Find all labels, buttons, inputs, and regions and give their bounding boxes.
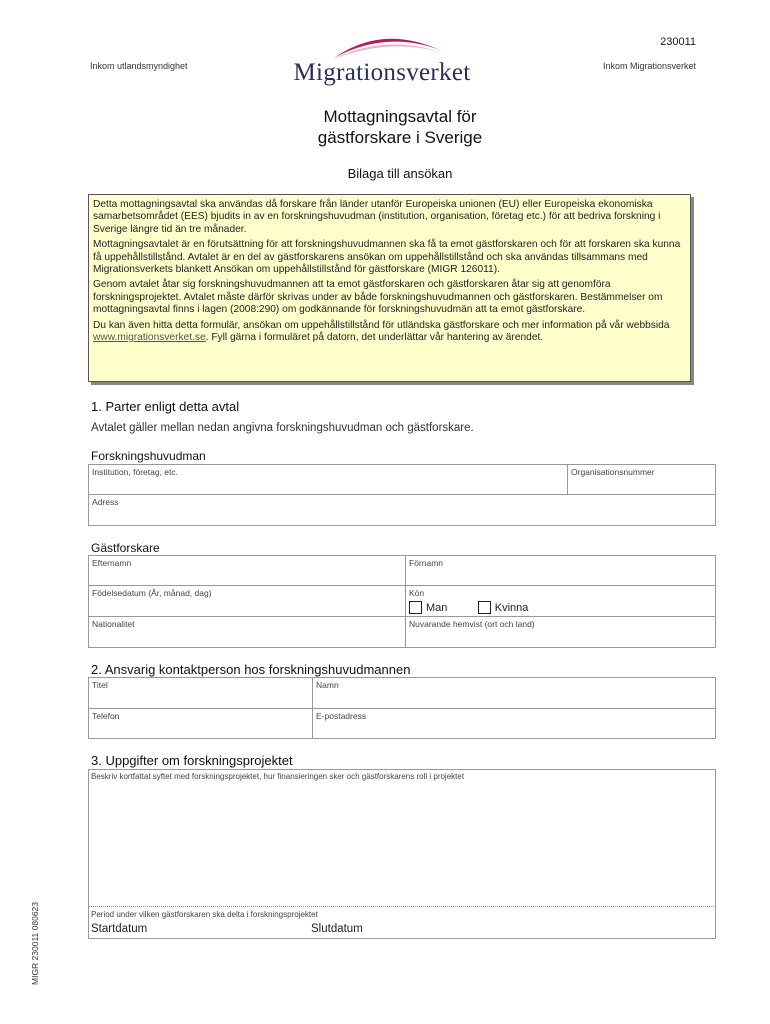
section-2-heading: 2. Ansvarig kontaktperson hos forskningshuvudmannen [91, 662, 411, 677]
namn-label: Namn [316, 680, 339, 690]
title-line-2: gästforskare i Sverige [317, 128, 483, 147]
beskriv-label: Beskriv kortfattat syftet med forskningsprojektet, hur finansieringen sker och gästforskarens roll i projektet [91, 772, 465, 781]
nationalitet-field[interactable] [89, 617, 406, 648]
man-checkbox[interactable] [409, 601, 422, 614]
institution-label: Institution, företag, etc. [92, 467, 178, 477]
info-p4-after: . Fyll gärna i formuläret på datorn, det underlättar vår hantering av ärendet. [205, 332, 544, 344]
projekt-divider [88, 906, 716, 907]
section-1-heading: 1. Parter enligt detta avtal [91, 399, 240, 414]
info-paragraph-2: Mottagningsavtalet är en förutsättning för att forskningshuvudmannen ska få ta emot gästforskaren och för att forskaren ska kunna få uppehållstillstånd. Avtalet är en del av gästforskarens ansökan om uppehållstillstånd och ska användas tillsammans med Migrationsverkets blankett Ansökan om uppehållstillstånd för gästforskare (MIGR 126011). [93, 239, 681, 276]
info-paragraph-3: Genom avtalet åtar sig forskningshuvudmannen att ta emot gästforskaren och gästforskaren åtar sig att genomföra forskningsprojektet. Avtalet måste därför skrivas under av både forskningshuvudmannen och gästforskaren. Bestämmelser om mottagningsavtal finns i lagen (2008:290) om godkännande för forskningshuvudmän att ta emot gästforskare. [93, 279, 663, 316]
period-label: Period under vilken gästforskaren ska delta i forskningsprojektet [91, 910, 318, 919]
startdatum-field[interactable]: Startdatum [91, 923, 148, 935]
titel-field[interactable] [89, 678, 313, 709]
hemvist-field[interactable] [406, 617, 716, 648]
logo-text: Migrationsverket [293, 59, 471, 86]
institution-field[interactable] [89, 465, 568, 495]
kvinna-checkbox[interactable] [478, 601, 491, 614]
orgnr-field[interactable] [568, 465, 716, 495]
fornamn-label: Förnamn [409, 558, 444, 568]
namn-field[interactable] [313, 678, 716, 709]
epost-field[interactable] [313, 709, 716, 739]
efternamn-label: Efternamn [92, 558, 132, 568]
titel-label: Titel [92, 680, 108, 690]
telefon-label: Telefon [92, 711, 120, 721]
kvinna-label: Kvinna [494, 601, 529, 614]
website-link[interactable]: www.migrationsverket.se [93, 332, 206, 344]
info-p4-before: Du kan även hitta detta formulär, ansökan om uppehållstillstånd för utländska gästforskare och mer information på vår webbsida [93, 319, 670, 331]
section-1-text: Avtalet gäller mellan nedan angivna forskningshuvudman och gästforskare. [91, 422, 474, 434]
slutdatum-field[interactable]: Slutdatum [311, 923, 363, 935]
form-number: 230011 [660, 36, 696, 48]
inkom-utlandsmyndighet-label: Inkom utlandsmyndighet [90, 61, 188, 71]
info-box [88, 194, 691, 382]
fodelsedatum-field[interactable] [89, 586, 406, 617]
fodelsedatum-label: Födelsedatum (År, månad, dag) [92, 588, 212, 598]
kontaktperson-table [88, 677, 716, 739]
gastforskare-heading: Gästforskare [91, 541, 160, 555]
info-paragraph-1: Detta mottagningsavtal ska användas då forskare från länder utanför Europeiska unionen (EU) eller Europeiska ekonomiska samarbetsområdet (EES) bjudits in av en forskningshuvudman (institution, organisation, företag etc.) för att bedriva forskning i Sverige längre tid än tre månader. [93, 199, 661, 235]
section-3-heading: 3. Uppgifter om forskningsprojektet [91, 753, 293, 768]
page-subtitle: Bilaga till ansökan [347, 166, 453, 181]
kon-label: Kön [409, 588, 425, 598]
orgnr-label: Organisationsnummer [571, 467, 655, 477]
adress-label: Adress [92, 497, 119, 507]
side-form-code: MIGR 230011 080623 [30, 901, 40, 985]
kon-field [406, 586, 716, 617]
epost-label: E-postadress [316, 711, 367, 721]
efternamn-field[interactable] [89, 556, 406, 586]
telefon-field[interactable] [89, 709, 313, 739]
page-title [0, 106, 770, 148]
inkom-migrationsverket-label: Inkom Migrationsverket [602, 61, 696, 71]
fornamn-field[interactable] [406, 556, 716, 586]
huvudman-table [88, 464, 716, 526]
migrationsverket-logo [282, 28, 482, 92]
gastforskare-table [88, 555, 716, 648]
huvudman-heading: Forskningshuvudman [91, 449, 206, 463]
adress-field[interactable] [89, 495, 716, 526]
nationalitet-label: Nationalitet [92, 619, 135, 629]
info-paragraph-4 [93, 320, 686, 345]
man-label: Man [426, 601, 448, 614]
hemvist-label: Nuvarande hemvist (ort och land) [409, 619, 535, 629]
title-line-1: Mottagningsavtal för [323, 107, 477, 126]
